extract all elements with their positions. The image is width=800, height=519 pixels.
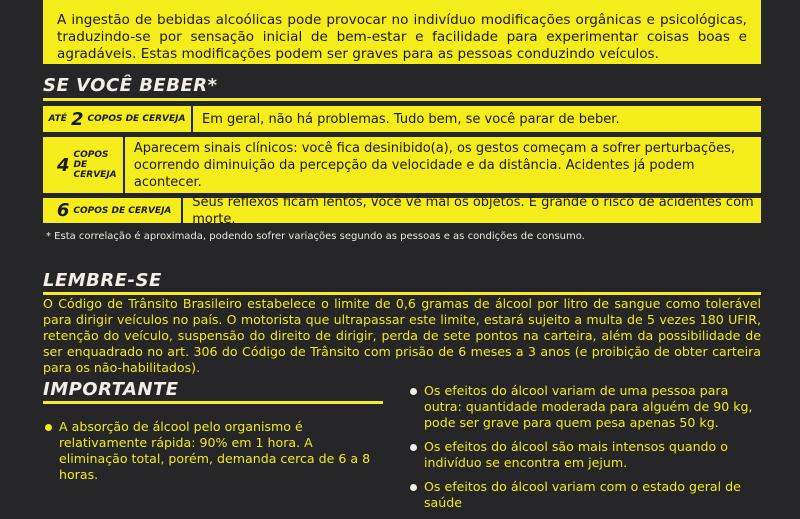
bullet-icon (410, 388, 417, 395)
label-number: 2 (70, 108, 84, 130)
row-label (43, 198, 183, 223)
list-item (408, 383, 763, 431)
bullet-icon (45, 424, 52, 431)
divider (43, 401, 383, 404)
row-2-copos (43, 106, 761, 132)
label-number: 6 (56, 200, 70, 221)
divider (43, 292, 761, 295)
se-voce-beber-title: SE VOCÊ BEBER* (43, 75, 218, 96)
importante-left-list (43, 419, 383, 491)
row-6-copos (43, 194, 761, 227)
list-item-text: A absorção de álcool pelo organismo é relativamente rápida: 90% em 1 hora. A eliminação total, porém, demanda cerca de 6 a 8 horas. (59, 419, 371, 482)
list-item (408, 439, 763, 471)
lembre-se-text: O Código de Trânsito Brasileiro estabelece o limite de 0,6 gramas de álcool por litro de sangue como tolerável para dirigir veículos no país. O motorista que ultrapassar este limite, estará sujeito a multa de 5 vezes 180 UFIR, retenção do veículo, suspensão do direito de dirigir, perda de sete pontos na carteira, além da possibilidade de ser enquadrado no art. 306 do Código de Trânsito com prisão de 6 meses a 3 anos (e proibição de obter carteira para os não-habilitados). (43, 296, 761, 375)
footnote: * Esta correlação é aproximada, podendo sofrer variações segundo as pessoas e as condições de consumo. (46, 231, 585, 242)
list-item (43, 419, 383, 483)
row-label (43, 106, 193, 132)
bullet-icon (410, 484, 417, 491)
label-suffix: COPOS DE CERVEJA (73, 150, 117, 180)
list-item-text: Os efeitos do álcool são mais intensos quando o indivíduo se encontra em jejum. (424, 439, 728, 470)
row-label (43, 137, 125, 193)
row-description: Seus reflexos ficam lentos, você vê mal os objetos. É grande o risco de acidentes com morte. (192, 194, 754, 227)
row-description: Em geral, não há problemas. Tudo bem, se você parar de beber. (202, 111, 620, 127)
importante-right-list (408, 383, 763, 519)
intro-text: A ingestão de bebidas alcoólicas pode provocar no indivíduo modificações orgânicas e psicológicas, traduzindo-se por sensação inicial de bem-estar e facilidade para experimentar coisas boas e agradáveis. Estas modificações podem ser graves para as pessoas conduzindo veículos. (57, 12, 747, 62)
list-item-text: Os efeitos do álcool variam de uma pessoa para outra: quantidade moderada para alguém de 90 kg, pode ser grave para quem pesa apenas 50 kg. (424, 383, 753, 430)
row-description: Aparecem sinais clínicos: você fica desinibido(a), os gestos começam a sofrer perturbações, ocorrendo diminuição da percepção da velocidade e da distância. Acidentes já podem acontecer. (133, 140, 735, 190)
divider (43, 98, 761, 101)
intro-box (43, 0, 761, 64)
label-number: 4 (57, 154, 70, 176)
label-prefix: ATÉ (48, 114, 67, 124)
importante-title: IMPORTANTE (43, 379, 179, 400)
label-suffix: COPOS DE CERVEJA (73, 205, 172, 216)
label-suffix: COPOS DE CERVEJA (87, 114, 186, 124)
lembre-se-title: LEMBRE-SE (43, 270, 162, 291)
list-item (408, 479, 763, 511)
bullet-icon (410, 444, 417, 451)
row-4-copos (43, 137, 761, 193)
list-item-text: Os efeitos do álcool variam com o estado geral de saúde (424, 479, 741, 510)
